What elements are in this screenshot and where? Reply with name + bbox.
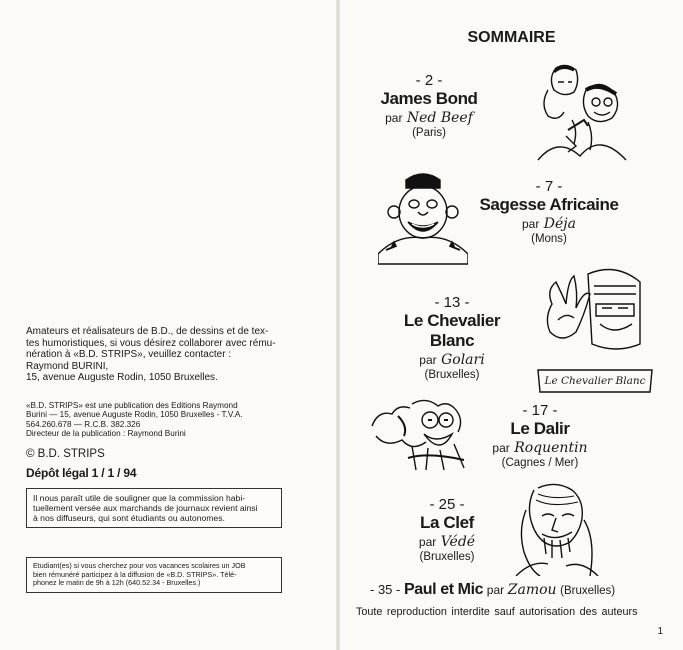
legal-paragraph bbox=[26, 401, 243, 438]
text-line: Il nous paraît utile de souligner que la commission habi- bbox=[33, 493, 246, 503]
toc-city: (Bruxelles) bbox=[424, 369, 480, 381]
contact-paragraph bbox=[26, 326, 276, 384]
chevalier-blanc-illustration bbox=[536, 260, 654, 394]
text-line: bien rémunéré participez à la diffusion de «B.D. STRIPS». Télé- bbox=[33, 569, 237, 579]
text-line: Raymond BURINI, bbox=[26, 360, 109, 372]
toc-city: (Mons) bbox=[531, 233, 567, 245]
text-line: Amateurs et réalisateurs de B.D., de dessins et de tex- bbox=[26, 326, 269, 337]
toc-by: par bbox=[492, 441, 510, 455]
toc-by: par bbox=[522, 217, 540, 231]
depot-legal: Dépôt légal 1 / 1 / 94 bbox=[26, 466, 137, 480]
left-page bbox=[0, 0, 337, 650]
toc-city: (Paris) bbox=[412, 127, 446, 139]
toc-page-number: - 17 - bbox=[522, 402, 558, 419]
toc-by: par bbox=[418, 535, 437, 549]
la-clef-illustration bbox=[512, 480, 602, 576]
toc-by: par bbox=[385, 111, 403, 125]
toc-city: (Bruxelles) bbox=[560, 585, 616, 597]
toc-author: Déja bbox=[543, 216, 576, 232]
toc-title: James Bond bbox=[380, 89, 478, 108]
toc-title: Le Chevalier Blanc bbox=[403, 311, 501, 350]
james-bond-illustration bbox=[528, 60, 628, 166]
copyright: © B.D. STRIPS bbox=[26, 448, 105, 460]
toc-title: Le Dalir bbox=[510, 419, 570, 438]
toc-by: par bbox=[486, 583, 505, 597]
toc-page-number: - 7 - bbox=[535, 178, 563, 195]
toc-entry-paul-et-mic bbox=[370, 581, 615, 599]
page-title: SOMMAIRE bbox=[467, 29, 556, 46]
right-page bbox=[340, 0, 683, 650]
text-line: tes humoristiques, si vous désirez collaborer avec rému- bbox=[26, 337, 276, 349]
sagesse-africaine-illustration bbox=[378, 168, 468, 268]
toc-page-number: - 35 - bbox=[370, 582, 401, 597]
text-line: nération à «B.D. STRIPS», veuillez contacter : bbox=[26, 349, 232, 360]
toc-page-number: - 2 - bbox=[415, 72, 443, 89]
toc-title: Paul et Mic bbox=[403, 581, 484, 598]
text-line: Etudiant(es) si vous cherchez pour vos vacances scolaires un JOB bbox=[33, 561, 246, 570]
toc-page-number: - 25 - bbox=[429, 496, 465, 513]
toc-city: (Bruxelles) bbox=[419, 551, 475, 563]
toc-author: Védé bbox=[440, 534, 476, 550]
text-line: 564.260.678 — R.C.B. 382.326 bbox=[26, 419, 141, 429]
student-job-box bbox=[26, 557, 282, 593]
toc-author: Ned Beef bbox=[406, 110, 473, 126]
toc-title: Sagesse Africaine bbox=[479, 195, 619, 214]
commission-notice-box bbox=[26, 488, 282, 528]
copyright-footer: Toute reproduction interdite sauf autorisation des auteurs bbox=[356, 606, 638, 618]
toc-entry-le-dalir bbox=[490, 402, 590, 469]
toc-city: (Cagnes / Mer) bbox=[501, 457, 579, 469]
text-line: Directeur de la publication : Raymond Burini bbox=[26, 428, 186, 438]
toc-page-number: - 13 - bbox=[434, 294, 470, 311]
text-line: «B.D. STRIPS» est une publication des Editions Raymond bbox=[26, 401, 238, 410]
toc-entry-sagesse-africaine bbox=[474, 178, 624, 245]
text-line: tuellement versée aux marchands de journaux revient ainsi bbox=[33, 503, 258, 513]
toc-entry-james-bond bbox=[378, 72, 480, 139]
text-line: à nos diffuseurs, qui sont étudiants ou autonomes. bbox=[33, 513, 225, 523]
toc-author: Roquentin bbox=[514, 440, 588, 456]
text-line: phonez le matin de 9h à 12h (640.52.34 - Bruxelles.) bbox=[33, 578, 201, 588]
toc-author: Zamou bbox=[507, 582, 557, 598]
text-line: Burini — 15, avenue Auguste Rodin, 1050 Bruxelles - T.V.A. bbox=[26, 410, 243, 420]
toc-entry-le-chevalier-blanc bbox=[382, 294, 522, 381]
page-number: 1 bbox=[657, 626, 663, 637]
toc-author: Golari bbox=[441, 352, 485, 368]
le-dalir-illustration bbox=[368, 396, 472, 472]
chevalier-blanc-banner: Le Chevalier Blanc bbox=[544, 375, 646, 387]
toc-title: La Clef bbox=[420, 513, 474, 532]
toc-by: par bbox=[419, 353, 437, 367]
toc-entry-la-clef bbox=[402, 496, 492, 563]
text-line: 15, avenue Auguste Rodin, 1050 Bruxelles. bbox=[26, 372, 218, 383]
